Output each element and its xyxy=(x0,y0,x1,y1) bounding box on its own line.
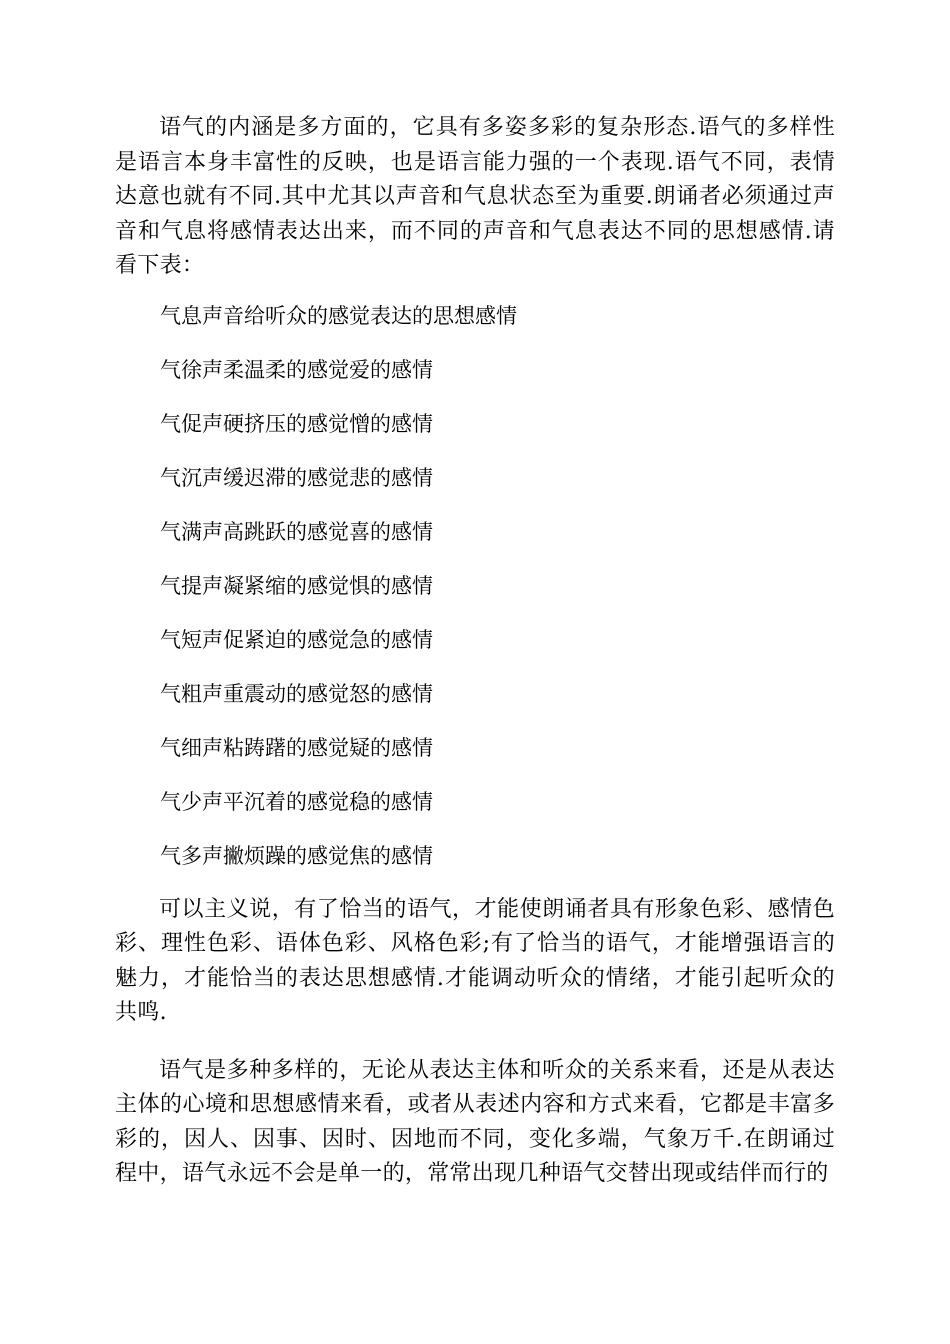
table-line: 气短声促紧迫的感觉急的感情 xyxy=(160,627,433,652)
table-line: 气满声高跳跃的感觉喜的感情 xyxy=(160,519,433,544)
document-page xyxy=(115,111,835,1192)
table-line: 气粗声重震动的感觉怒的感情 xyxy=(160,681,433,706)
conclusion-paragraph: 可以主义说，有了恰当的语气，才能使朗诵者具有形象色彩、感情色彩、理性色彩、语体色彩、风格色彩;有了恰当的语气，才能增强语言的魅力，才能恰当的表达思想感情.才能调动听众的情绪，才能引起听众的共鸣. xyxy=(115,896,835,1025)
table-line: 气多声撇烦躁的感觉焦的感情 xyxy=(160,843,433,868)
table-line: 气少声平沉着的感觉稳的感情 xyxy=(160,789,433,814)
table-line: 气促声硬挤压的感觉憎的感情 xyxy=(160,411,433,436)
table-line: 气徐声柔温柔的感觉爱的感情 xyxy=(160,357,433,382)
variety-paragraph: 语气是多种多样的，无论从表达主体和听众的关系来看，还是从表达主体的心境和思想感情来看，或者从表述内容和方式来看，它都是丰富多彩的，因人、因事、因时、因地而不同，变化多端，气象万千.在朗诵过程中，语气永远不会是单一的，常常出现几种语气交替出现或结伴而行的 xyxy=(115,1057,835,1186)
table-line: 气细声粘踌躇的感觉疑的感情 xyxy=(160,735,433,760)
table-line: 气沉声缓迟滞的感觉悲的感情 xyxy=(160,465,433,490)
table-header-line: 气息声音给听众的感觉表达的思想感情 xyxy=(160,303,517,328)
breath-voice-table xyxy=(115,299,835,893)
intro-paragraph: 语气的内涵是多方面的，它具有多姿多彩的复杂形态.语气的多样性是语言本身丰富性的反映，也是语言能力强的一个表现.语气不同，表情达意也就有不同.其中尤其以声音和气息状态至为重要.朗诵者必须通过声音和气息将感情表达出来，而不同的声音和气息表达不同的思想感情.请看下表： xyxy=(115,115,835,278)
table-line: 气提声凝紧缩的感觉惧的感情 xyxy=(160,573,433,598)
